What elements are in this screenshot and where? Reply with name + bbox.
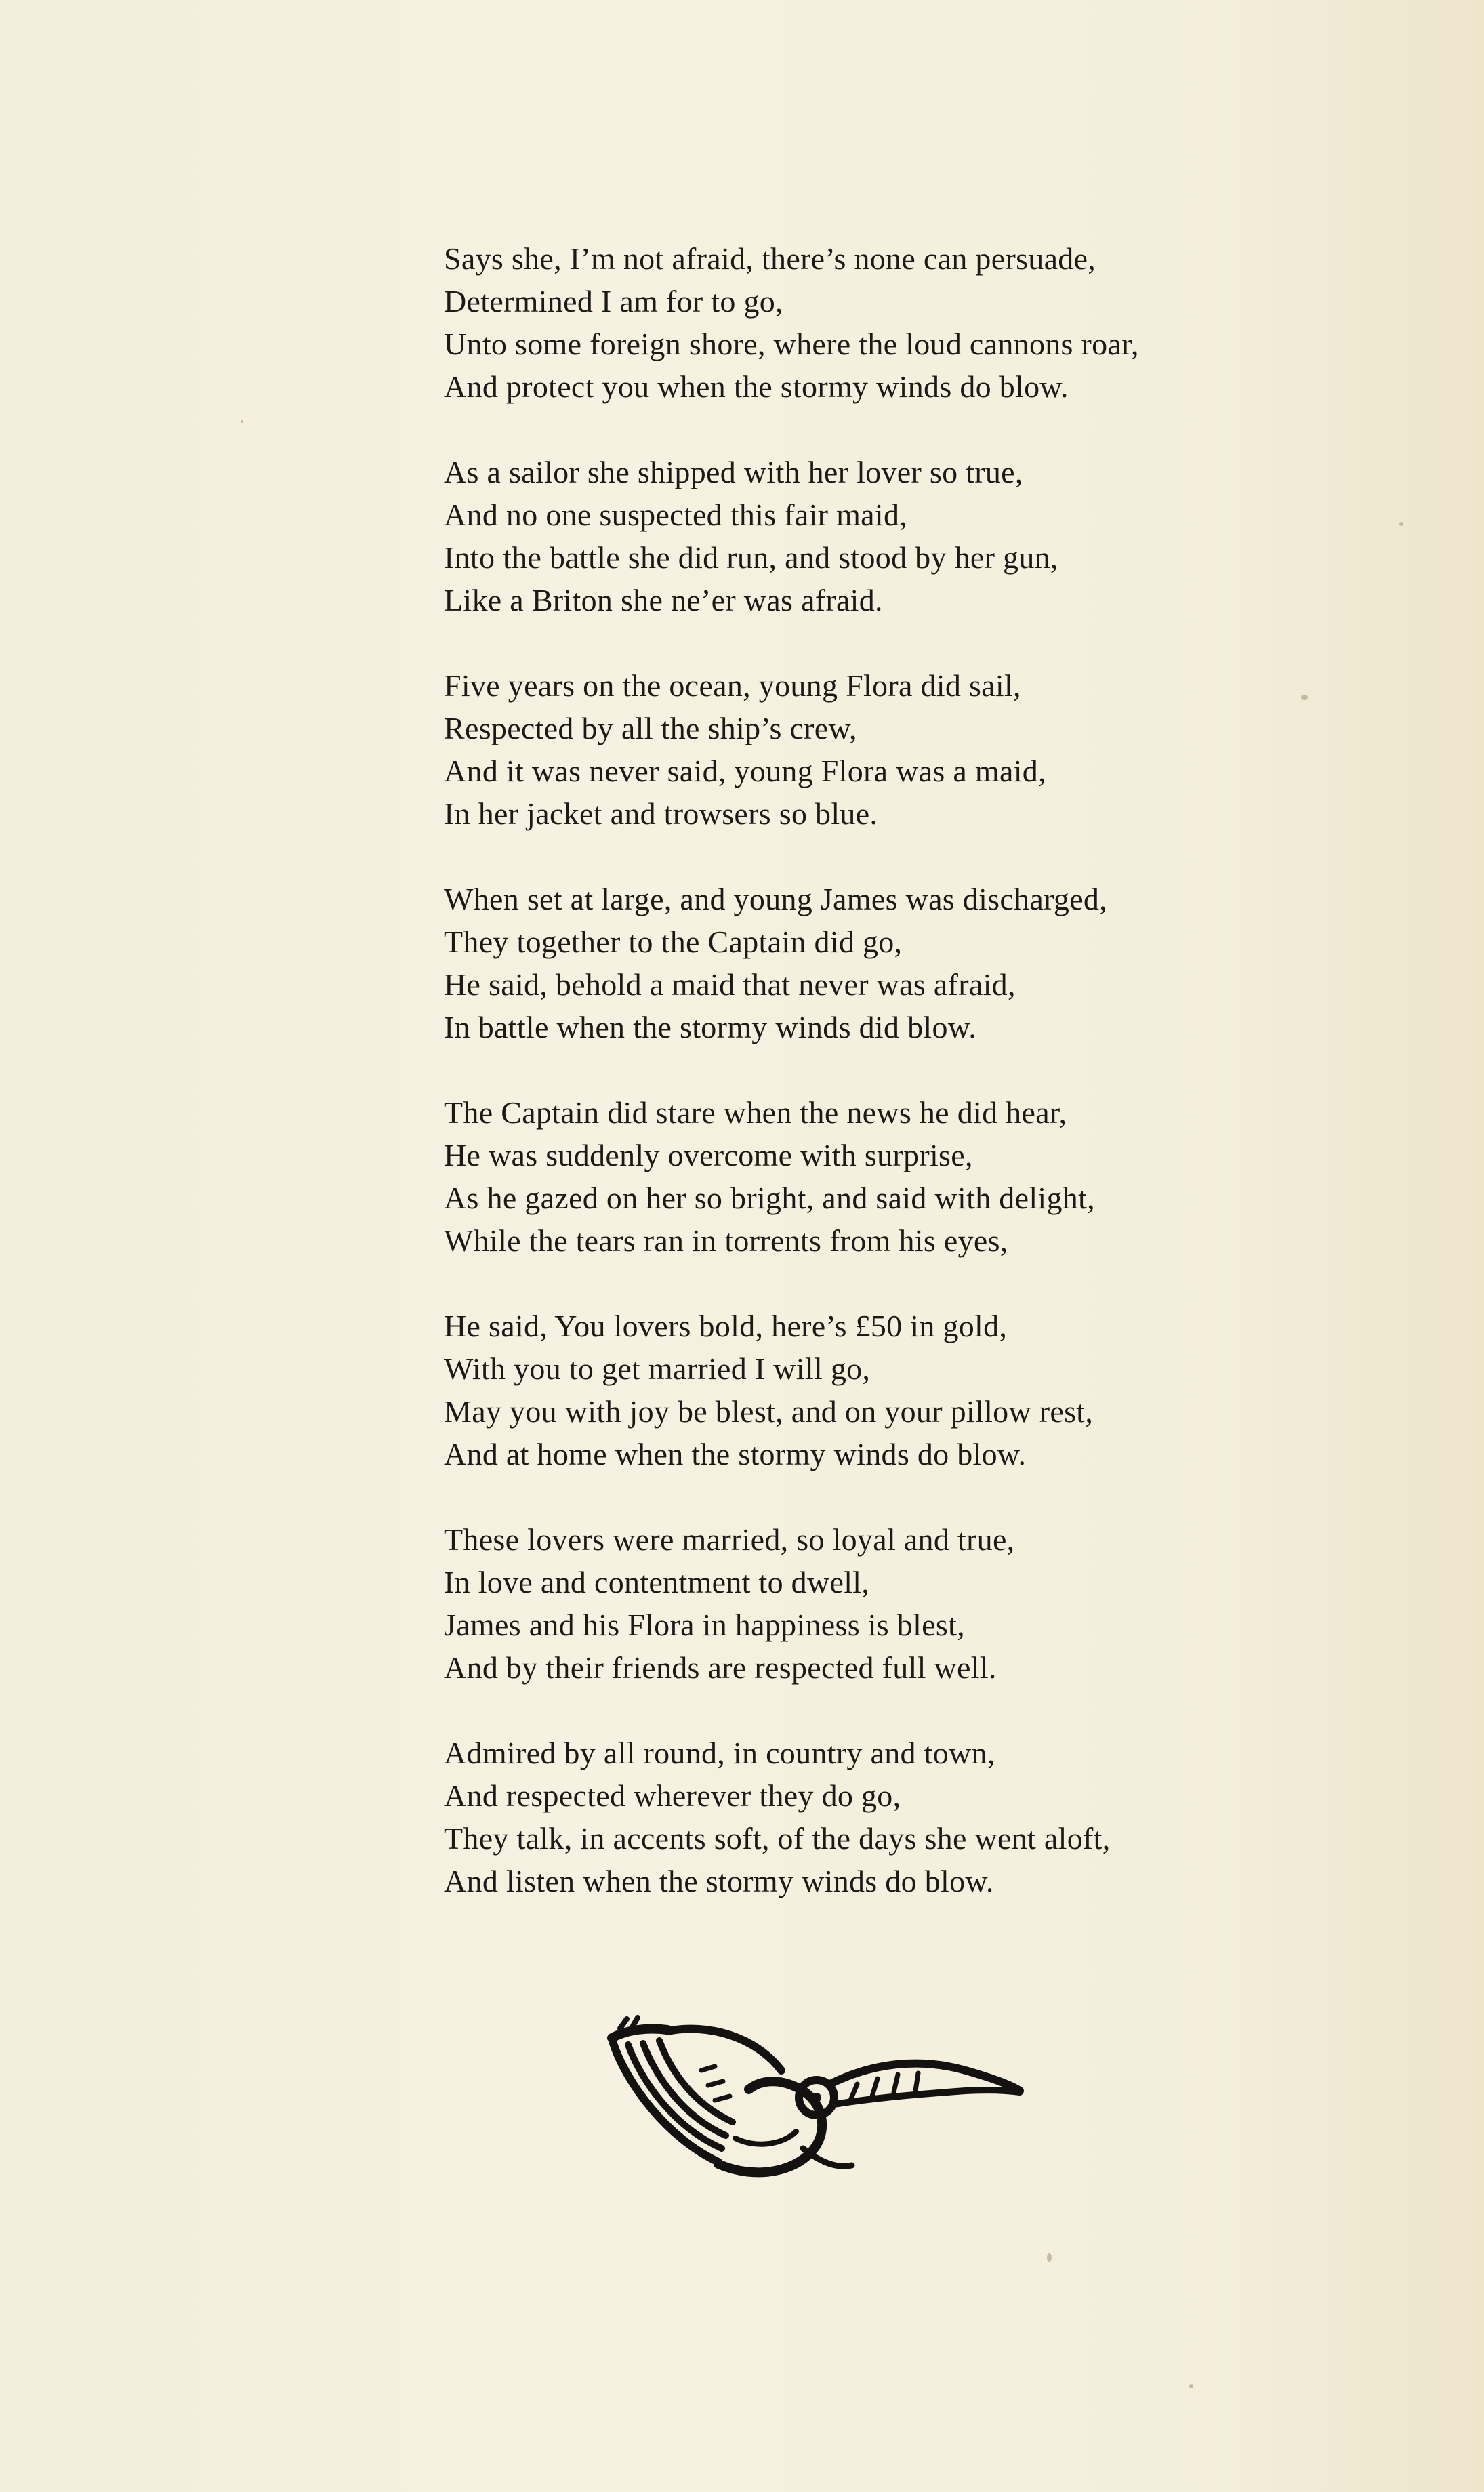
poem-line: And at home when the stormy winds do blow.	[444, 1437, 1027, 1471]
stanza-5	[444, 1091, 1325, 1262]
poem-line: In her jacket and trowsers so blue.	[444, 796, 878, 831]
flying-bird-ornament-icon	[600, 2003, 1027, 2192]
poem-line: He said, behold a maid that never was afraid,	[444, 967, 1016, 1002]
paper-speck	[1301, 695, 1308, 700]
poem-line: With you to get married I will go,	[444, 1351, 871, 1386]
paper-speck	[1399, 522, 1403, 526]
poem-line: These lovers were married, so loyal and true,	[444, 1522, 1015, 1557]
stanza-4	[444, 878, 1325, 1048]
paper-speck	[1189, 2384, 1193, 2388]
poem-line: May you with joy be blest, and on your pillow rest,	[444, 1394, 1094, 1429]
poem-line: In love and contentment to dwell,	[444, 1565, 870, 1599]
poem-line: Like a Briton she ne’er was afraid.	[444, 583, 883, 617]
poem-line: Five years on the ocean, young Flora did sail,	[444, 668, 1021, 703]
poem-line: He said, You lovers bold, here’s £50 in gold,	[444, 1309, 1008, 1343]
poem-line: They together to the Captain did go,	[444, 924, 903, 959]
poem-line: As a sailor she shipped with her lover so true,	[444, 455, 1023, 489]
paper-speck	[241, 420, 243, 423]
stanza-7	[444, 1518, 1325, 1689]
stanza-1	[444, 237, 1325, 408]
poem-line: And respected wherever they do go,	[444, 1778, 901, 1813]
poem-line: Respected by all the ship’s crew,	[444, 711, 857, 745]
poem-line: And no one suspected this fair maid,	[444, 497, 908, 532]
poem-line: He was suddenly overcome with surprise,	[444, 1138, 973, 1172]
poem-body	[444, 237, 1325, 1945]
poem-line: James and his Flora in happiness is blest,	[444, 1608, 965, 1642]
poem-line: Into the battle she did run, and stood by her gun,	[444, 540, 1058, 575]
poem-line: And by their friends are respected full well.	[444, 1650, 997, 1685]
poem-line: And it was never said, young Flora was a maid,	[444, 754, 1046, 788]
poem-line: While the tears ran in torrents from his eyes,	[444, 1223, 1008, 1258]
poem-line: Says she, I’m not afraid, there’s none can persuade,	[444, 241, 1096, 276]
poem-line: Determined I am for to go,	[444, 284, 783, 319]
poem-line: Unto some foreign shore, where the loud cannons roar,	[444, 327, 1139, 361]
paper-speck	[1047, 2253, 1052, 2262]
poem-line: In battle when the stormy winds did blow.	[444, 1010, 977, 1044]
stanza-8	[444, 1732, 1325, 1902]
poem-line: And listen when the stormy winds do blow.	[444, 1864, 994, 1898]
stanza-2	[444, 451, 1325, 621]
poem-line: The Captain did stare when the news he did hear,	[444, 1095, 1067, 1130]
poem-line: And protect you when the stormy winds do blow.	[444, 369, 1069, 404]
poem-line: Admired by all round, in country and town,	[444, 1736, 995, 1770]
stanza-3	[444, 664, 1325, 835]
poem-line: When set at large, and young James was discharged,	[444, 882, 1108, 916]
poem-line: They talk, in accents soft, of the days she went aloft,	[444, 1821, 1111, 1856]
stanza-6	[444, 1305, 1325, 1475]
poem-line: As he gazed on her so bright, and said with delight,	[444, 1181, 1095, 1215]
